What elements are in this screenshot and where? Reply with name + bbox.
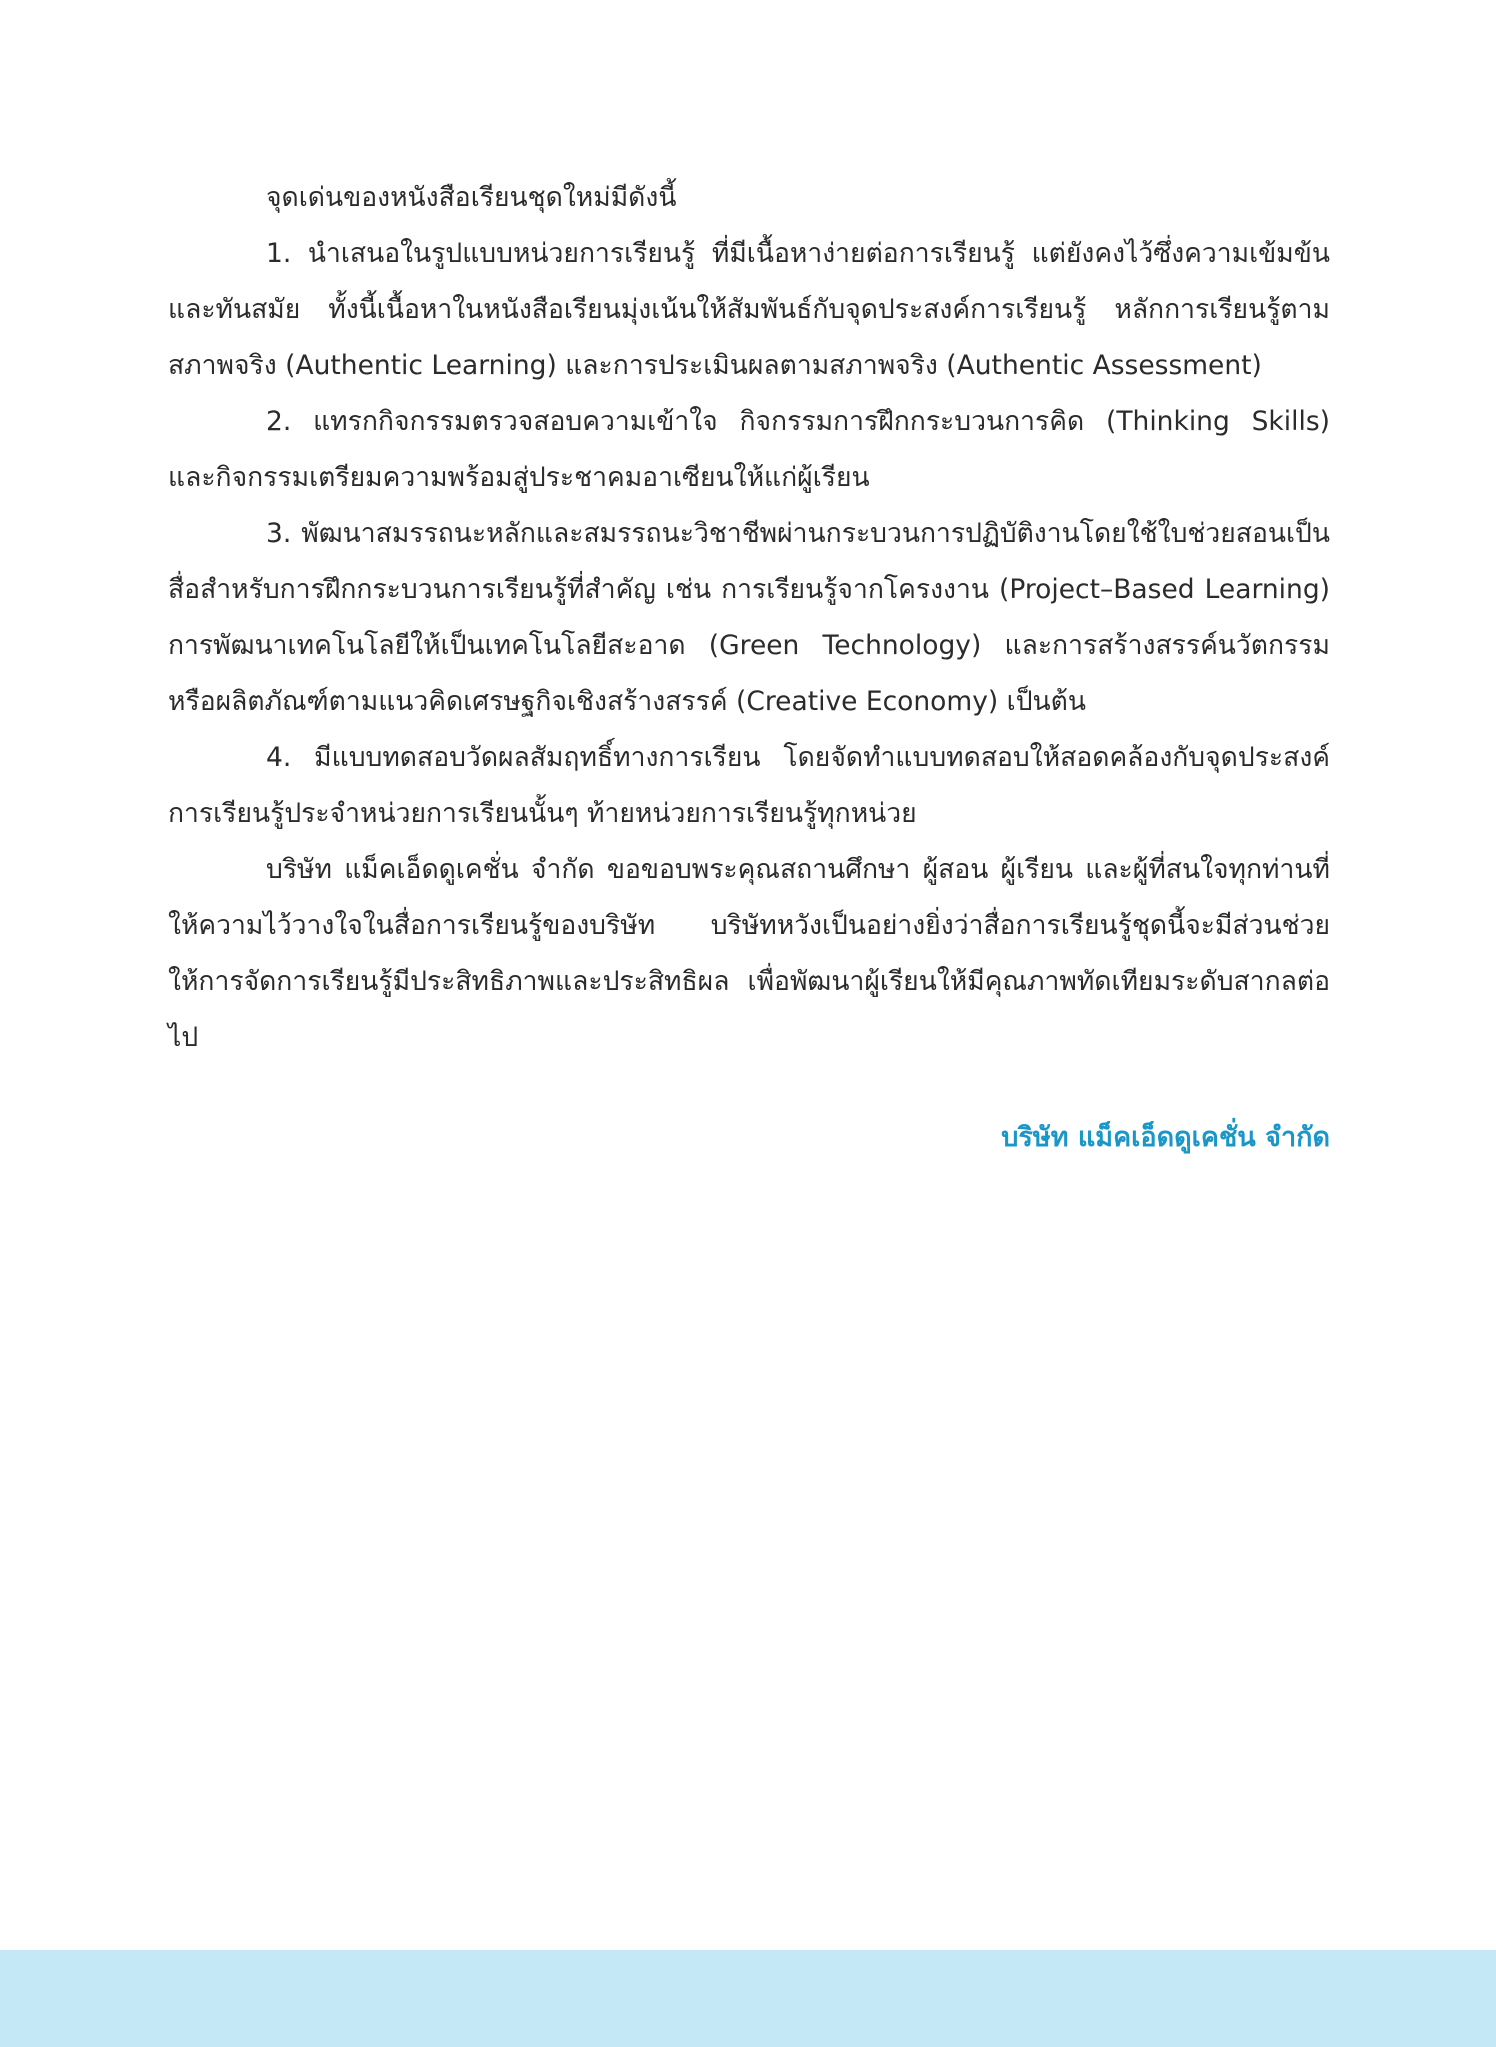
publisher-signature: บริษัท แม็คเอ็ดดูเคชั่น จำกัด (1001, 1122, 1330, 1153)
preface-body (168, 170, 1330, 1066)
feature-item-1: 1. นำเสนอในรูปแบบหน่วยการเรียนรู้ ที่มีเนื้อหาง่ายต่อการเรียนรู้ แต่ยังคงไว้ซึ่งความเข้มข้นและทันสมัย ทั้งนี้เนื้อหาในหนังสือเรียนมุ่งเน้นให้สัมพันธ์กับจุดประสงค์การเรียนรู้ หลักการเรียนรู้ตามสภาพจริง (Authentic Learning) และการประเมินผลตามสภาพจริง (Authentic Assessment) (168, 238, 1330, 381)
intro-paragraph: จุดเด่นของหนังสือเรียนชุดใหม่มีดังนี้ (266, 182, 677, 213)
feature-item-3: 3. พัฒนาสมรรถนะหลักและสมรรถนะวิชาชีพผ่านกระบวนการปฏิบัติงานโดยใช้ใบช่วยสอนเป็นสื่อสำหรับการฝึกกระบวนการเรียนรู้ที่สำคัญ เช่น การเรียนรู้จากโครงงาน (Project–Based Learning) การพัฒนาเทคโนโลยีให้เป็นเทคโนโลยีสะอาด (Green Technology) และการสร้างสรรค์นวัตกรรมหรือผลิตภัณฑ์ตามแนวคิดเศรษฐกิจเชิงสร้างสรรค์ (Creative Economy) เป็นต้น (168, 518, 1330, 717)
closing-paragraph: บริษัท แม็คเอ็ดดูเคชั่น จำกัด ขอขอบพระคุณสถานศึกษา ผู้สอน ผู้เรียน และผู้ที่สนใจทุกท่านที่ให้ความไว้วางใจในสื่อการเรียนรู้ของบริษัท บริษัทหวังเป็นอย่างยิ่งว่าสื่อการเรียนรู้ชุดนี้จะมีส่วนช่วยให้การจัดการเรียนรู้มีประสิทธิภาพและประสิทธิผล เพื่อพัฒนาผู้เรียนให้มีคุณภาพทัดเทียมระดับสากลต่อไป (168, 854, 1330, 1053)
footer-band (0, 1950, 1496, 2047)
feature-item-4: 4. มีแบบทดสอบวัดผลสัมฤทธิ์ทางการเรียน โดยจัดทำแบบทดสอบให้สอดคล้องกับจุดประสงค์การเรียนรู้ประจำหน่วยการเรียนนั้นๆ ท้ายหน่วยการเรียนรู้ทุกหน่วย (168, 742, 1330, 829)
feature-item-2: 2. แทรกกิจกรรมตรวจสอบความเข้าใจ กิจกรรมการฝึกกระบวนการคิด (Thinking Skills) และกิจกรรมเตรียมความพร้อมสู่ประชาคมอาเซียนให้แก่ผู้เรียน (168, 406, 1330, 493)
